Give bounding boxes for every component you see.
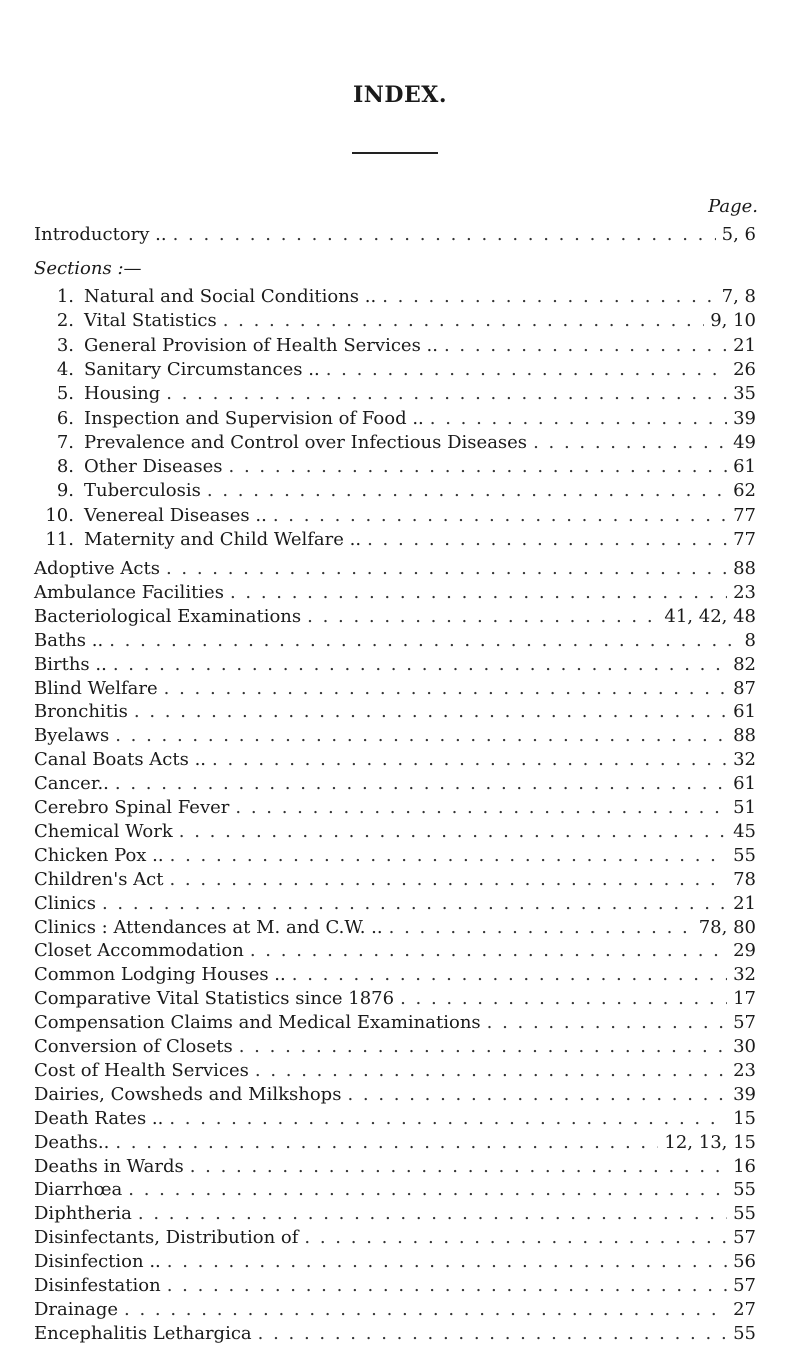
index-entry: [34, 749, 756, 773]
page-title: INDEX.: [353, 82, 447, 108]
section-entry: [34, 286, 756, 310]
entry-label: Closet Accommodation: [34, 940, 244, 962]
entry-label: Conversion of Closets: [34, 1036, 233, 1057]
index-entry: [34, 1203, 756, 1227]
section-number: 10.: [45, 504, 74, 526]
leader-dots: [115, 1132, 658, 1153]
entry-pages: 55: [733, 1203, 756, 1225]
sections-heading: Sections :—: [34, 258, 142, 279]
leader-dots: [304, 1227, 727, 1248]
entry-label: Sanitary Circumstances ..: [84, 358, 320, 380]
entry-label: Natural and Social Conditions ..: [84, 286, 377, 307]
leader-dots: [190, 1156, 727, 1177]
index-entry: [34, 1275, 756, 1299]
entry-label: Byelaws: [34, 725, 110, 747]
entry-label: Tuberculosis: [84, 480, 201, 502]
entry-pages: 61: [733, 456, 756, 478]
section-entry: [34, 310, 756, 334]
index-entry: [34, 1323, 756, 1347]
entry-pages: 21: [733, 892, 756, 914]
entry-label: Deaths in Wards: [34, 1155, 184, 1177]
entry-pages: 51: [733, 797, 756, 818]
entry-pages: 8: [744, 629, 756, 651]
index-entry: [34, 678, 756, 702]
leader-dots: [533, 432, 727, 453]
entry-label: Encephalitis Lethargica: [34, 1322, 252, 1344]
entry-label: Blind Welfare: [34, 677, 158, 699]
index-entry: [34, 964, 756, 988]
section-number: 11.: [45, 529, 74, 550]
section-number: 1.: [56, 286, 74, 307]
index-entry: [34, 797, 756, 821]
index-entry: [34, 630, 756, 654]
leader-dots: [169, 869, 727, 890]
entry-label: Baths ..: [34, 629, 104, 651]
index-entry: [34, 821, 756, 845]
leader-dots: [115, 725, 727, 746]
leader-dots: [164, 678, 727, 699]
entry-pages: 55: [733, 844, 756, 866]
entry-label: Diarrhœa: [34, 1179, 123, 1201]
entry-pages: 55: [733, 1179, 756, 1201]
entry-pages: 12, 13, 15: [664, 1131, 756, 1153]
leader-dots: [207, 480, 727, 501]
index-entry: [34, 1299, 756, 1323]
index-entry: [34, 1060, 756, 1084]
leader-dots: [229, 456, 728, 477]
leader-dots: [138, 1203, 727, 1224]
leader-dots: [430, 408, 727, 429]
index-entry: [34, 1084, 756, 1108]
entry-label: Venereal Diseases ..: [84, 504, 267, 526]
section-number: 9.: [56, 480, 74, 502]
leader-dots: [170, 845, 727, 866]
index-entry: [34, 1156, 756, 1180]
entry-pages: 77: [733, 529, 756, 550]
index-entry: [34, 701, 756, 725]
entry-pages: 17: [733, 988, 756, 1010]
section-entry: [34, 529, 756, 553]
entry-pages: 88: [733, 725, 756, 747]
index-entry: [34, 1179, 756, 1203]
index-entry: [34, 1251, 756, 1275]
entry-pages: 35: [733, 383, 756, 405]
entry-pages: 56: [733, 1251, 756, 1273]
entry-pages: 57: [733, 1275, 756, 1296]
leader-dots: [230, 582, 727, 603]
section-entry: [34, 456, 756, 480]
entry-label: Deaths..: [34, 1131, 110, 1153]
leader-dots: [223, 310, 704, 331]
entry-pages: 45: [733, 820, 756, 842]
entry-pages: 78, 80: [698, 916, 756, 938]
index-entry: [34, 940, 756, 964]
entry-label: Births ..: [34, 653, 107, 675]
entry-pages: 77: [733, 504, 756, 526]
leader-dots: [167, 1251, 727, 1272]
entry-label: Dairies, Cowsheds and Milkshops: [34, 1083, 342, 1105]
entry-label: Clinics: [34, 892, 96, 914]
entry-pages: 61: [733, 773, 756, 795]
leader-dots: [166, 383, 727, 404]
entry-pages: 30: [733, 1036, 756, 1057]
entry-label: Prevalence and Control over Infectious Diseases: [84, 431, 528, 453]
entry-pages: 87: [733, 677, 756, 699]
entry-label: Cerebro Spinal Fever: [34, 797, 230, 818]
index-entry: [34, 1108, 756, 1132]
leader-dots: [115, 773, 727, 794]
entry-label: Diphtheria: [34, 1203, 132, 1225]
section-number: 5.: [56, 383, 74, 405]
entry-pages: 16: [733, 1155, 756, 1177]
leader-dots: [173, 224, 716, 245]
section-number: 7.: [56, 431, 74, 453]
entry-label: Disinfestation: [34, 1275, 161, 1296]
entry-label: Cost of Health Services: [34, 1059, 249, 1081]
entry-pages: 29: [733, 940, 756, 962]
entry-label: Comparative Vital Statistics since 1876: [34, 988, 395, 1010]
leader-dots: [250, 940, 727, 961]
section-entry: [34, 505, 756, 529]
entry-pages: 49: [733, 431, 756, 453]
leader-dots: [124, 1299, 727, 1320]
entry-pages: 82: [733, 653, 756, 675]
section-entry: [34, 432, 756, 456]
leader-dots: [235, 797, 727, 818]
leader-dots: [307, 606, 658, 627]
entry-pages: 27: [733, 1298, 756, 1320]
leader-dots: [367, 529, 727, 550]
section-number: 2.: [56, 310, 74, 332]
entry-label: Chicken Pox ..: [34, 844, 164, 866]
leader-dots: [255, 1060, 727, 1081]
entry-label: Drainage: [34, 1298, 119, 1320]
index-entry: [34, 582, 756, 606]
entry-label: Bronchitis: [34, 701, 128, 723]
entry-label: Disinfectants, Distribution of: [34, 1227, 299, 1249]
entry-label: Compensation Claims and Medical Examinations: [34, 1012, 481, 1034]
index-entry: [34, 845, 756, 869]
leader-dots: [389, 917, 693, 938]
entry-pages: 23: [733, 581, 756, 603]
leader-dots: [134, 701, 727, 722]
entry-pages: 88: [733, 558, 756, 579]
entry-label: Chemical Work: [34, 820, 173, 842]
section-entry: [34, 383, 756, 407]
entry-pages: 21: [733, 334, 756, 356]
leader-dots: [382, 286, 715, 307]
entry-label: Maternity and Child Welfare ..: [84, 529, 362, 550]
entry-label: Death Rates ..: [34, 1107, 164, 1129]
entry-pages: 39: [733, 407, 756, 429]
entry-label: Other Diseases: [84, 456, 223, 478]
entry-label: Common Lodging Houses ..: [34, 964, 286, 986]
index-entry: [34, 988, 756, 1012]
leader-dots: [167, 1275, 727, 1296]
entry-label: Bacteriological Examinations: [34, 605, 302, 627]
leader-dots: [166, 558, 727, 579]
entry-pages: 61: [733, 701, 756, 723]
leader-dots: [179, 821, 727, 842]
leader-dots: [347, 1084, 727, 1105]
section-entry: [34, 359, 756, 383]
index-entry-introductory: [34, 224, 756, 248]
entry-pages: 26: [733, 358, 756, 380]
title-divider: [352, 152, 438, 154]
section-number: 8.: [56, 456, 74, 478]
leader-dots: [239, 1036, 727, 1057]
entry-pages: 15: [733, 1107, 756, 1129]
entry-pages: 62: [733, 480, 756, 502]
leader-dots: [487, 1012, 727, 1033]
index-entry: [34, 1036, 756, 1060]
entry-label: General Provision of Health Services ..: [84, 334, 438, 356]
leader-dots: [109, 630, 738, 651]
entry-label: Cancer..: [34, 773, 109, 795]
section-number: 3.: [56, 334, 74, 356]
entry-label: Ambulance Facilities: [34, 581, 224, 603]
entry-pages: 39: [733, 1083, 756, 1105]
index-entry: [34, 1132, 756, 1156]
leader-dots: [128, 1179, 727, 1200]
leader-dots: [169, 1108, 727, 1129]
entry-label: Housing: [84, 383, 161, 405]
index-entry: [34, 654, 756, 678]
leader-dots: [258, 1323, 727, 1344]
section-entry: [34, 335, 756, 359]
leader-dots: [292, 964, 727, 985]
entry-label: Introductory ..: [34, 224, 167, 245]
entry-label: Vital Statistics: [84, 310, 217, 332]
entry-label: Canal Boats Acts ..: [34, 749, 207, 771]
entry-pages: 7, 8: [721, 286, 756, 307]
index-entry: [34, 773, 756, 797]
page-column-header: Page.: [708, 196, 758, 217]
entry-pages: 5, 6: [721, 224, 756, 245]
section-entry: [34, 480, 756, 504]
section-number: 4.: [56, 358, 74, 380]
index-entry: [34, 893, 756, 917]
entry-pages: 23: [733, 1059, 756, 1081]
leader-dots: [212, 749, 727, 770]
leader-dots: [400, 988, 727, 1009]
section-entry: [34, 408, 756, 432]
leader-dots: [444, 335, 727, 356]
entry-label: Disinfection ..: [34, 1251, 161, 1273]
index-entry: [34, 1227, 756, 1251]
entry-label: Inspection and Supervision of Food ..: [84, 407, 424, 429]
index-entry: [34, 725, 756, 749]
entry-pages: 57: [733, 1227, 756, 1249]
index-entry: [34, 869, 756, 893]
leader-dots: [113, 654, 727, 675]
index-entry: [34, 917, 756, 941]
entry-label: Clinics : Attendances at M. and C.W. ..: [34, 916, 383, 938]
entry-pages: 32: [733, 964, 756, 986]
entry-pages: 32: [733, 749, 756, 771]
leader-dots: [326, 359, 727, 380]
section-number: 6.: [56, 407, 74, 429]
entry-pages: 9, 10: [710, 310, 756, 332]
leader-dots: [102, 893, 727, 914]
index-entry: [34, 558, 756, 582]
entry-pages: 78: [733, 868, 756, 890]
index-entry: [34, 1012, 756, 1036]
entry-label: Children's Act: [34, 868, 164, 890]
leader-dots: [273, 505, 727, 526]
entry-pages: 41, 42, 48: [664, 605, 756, 627]
entry-label: Adoptive Acts: [34, 558, 160, 579]
index-entry: [34, 606, 756, 630]
entry-pages: 57: [733, 1012, 756, 1034]
entry-pages: 55: [733, 1322, 756, 1344]
